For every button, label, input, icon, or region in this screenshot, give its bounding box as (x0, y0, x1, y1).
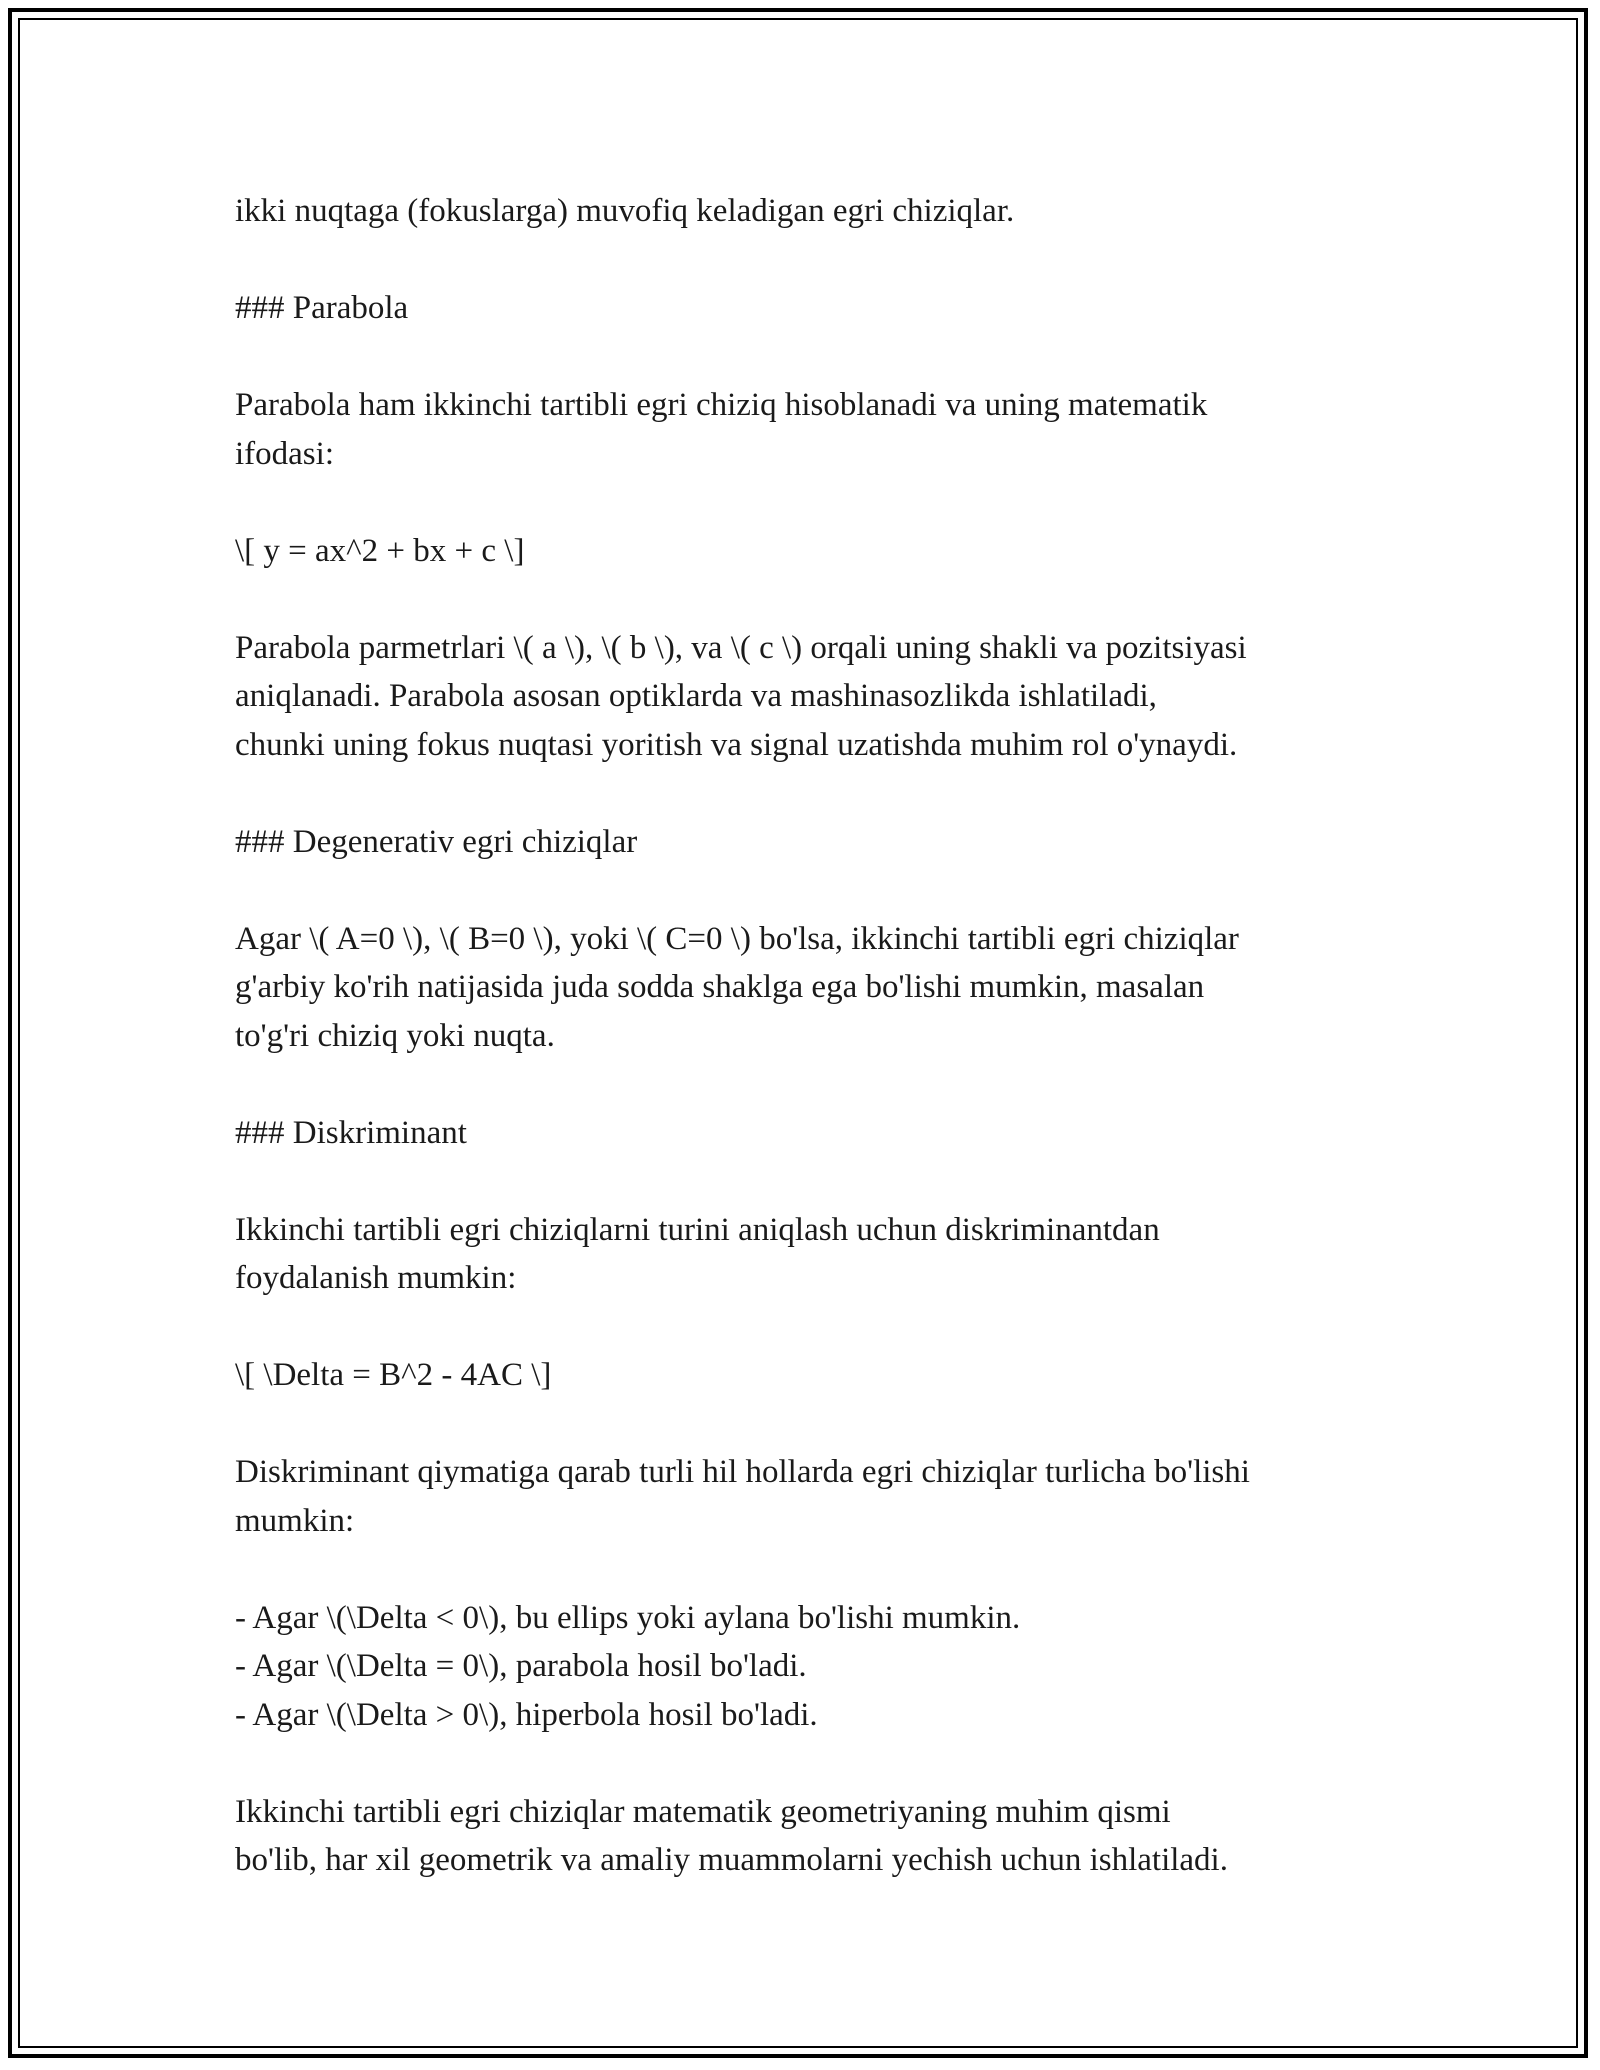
text-line: ikki nuqtaga (fokuslarga) muvofiq keladigan egri chiziqlar. (235, 193, 1015, 229)
formula-parabola (235, 527, 1385, 576)
list-item: - Agar \(\Delta > 0\), hiperbola hosil bo'ladi. (235, 1696, 818, 1733)
formula-text: \[ y = ax^2 + bx + c \] (235, 532, 525, 569)
text-line: Ikkinchi tartibli egri chiziqlarni turini aniqlash uchun diskriminantdan (235, 1211, 1160, 1248)
text-line: ifodasi: (235, 435, 334, 472)
list-item: - Agar \(\Delta < 0\), bu ellips yoki aylana bo'lishi mumkin. (235, 1599, 1021, 1636)
text-line: Agar \( A=0 \), \( B=0 \), yoki \( C=0 \) bo'lsa, ikkinchi tartibli egri chiziqlar (235, 920, 1239, 957)
text-line: Parabola parmetrlari \( a \), \( b \), va \( c \) orqali uning shakli va pozitsiyasi (235, 629, 1247, 666)
text-line: bo'lib, har xil geometrik va amaliy muammolarni yechish uchun ishlatiladi. (235, 1842, 1228, 1878)
heading-degenerate-curves (235, 818, 1385, 867)
paragraph-parabola-parameters (235, 624, 1385, 770)
text-line: foydalanish mumkin: (235, 1260, 517, 1296)
paragraph-discriminant-cases-intro (235, 1448, 1385, 1545)
discriminant-cases-list (235, 1594, 1385, 1740)
text-line: to'g'ri chiziq yoki nuqta. (235, 1017, 555, 1054)
heading-text: ### Degenerativ egri chiziqlar (235, 823, 638, 860)
formula-text: \[ \Delta = B^2 - 4AC \] (235, 1357, 552, 1393)
text-line: aniqlanadi. Parabola asosan optiklarda va mashinasozlikda ishlatiladi, (235, 678, 1157, 714)
text-line: mumkin: (235, 1502, 355, 1539)
heading-text: ### Parabola (235, 290, 409, 326)
list-item: - Agar \(\Delta = 0\), parabola hosil bo'ladi. (235, 1648, 807, 1684)
paragraph-intro-continuation (235, 187, 1385, 236)
formula-discriminant (235, 1351, 1385, 1400)
text-line: Ikkinchi tartibli egri chiziqlar matematik geometriyaning muhim qismi (235, 1793, 1171, 1830)
document-body (235, 187, 1385, 1885)
heading-text: ### Diskriminant (235, 1114, 467, 1151)
heading-discriminant (235, 1109, 1385, 1158)
paragraph-degenerate-curves (235, 915, 1385, 1061)
text-line: Diskriminant qiymatiga qarab turli hil hollarda egri chiziqlar turlicha bo'lishi (235, 1454, 1250, 1490)
text-line: Parabola ham ikkinchi tartibli egri chiziq hisoblanadi va uning matematik (235, 387, 1208, 423)
paragraph-discriminant-intro (235, 1206, 1385, 1303)
paragraph-parabola-definition (235, 381, 1385, 478)
paragraph-conclusion (235, 1788, 1385, 1885)
heading-parabola (235, 284, 1385, 333)
text-line: chunki uning fokus nuqtasi yoritish va signal uzatishda muhim rol o'ynaydi. (235, 726, 1238, 763)
text-line: g'arbiy ko'rih natijasida juda sodda shaklga ega bo'lishi mumkin, masalan (235, 969, 1205, 1005)
